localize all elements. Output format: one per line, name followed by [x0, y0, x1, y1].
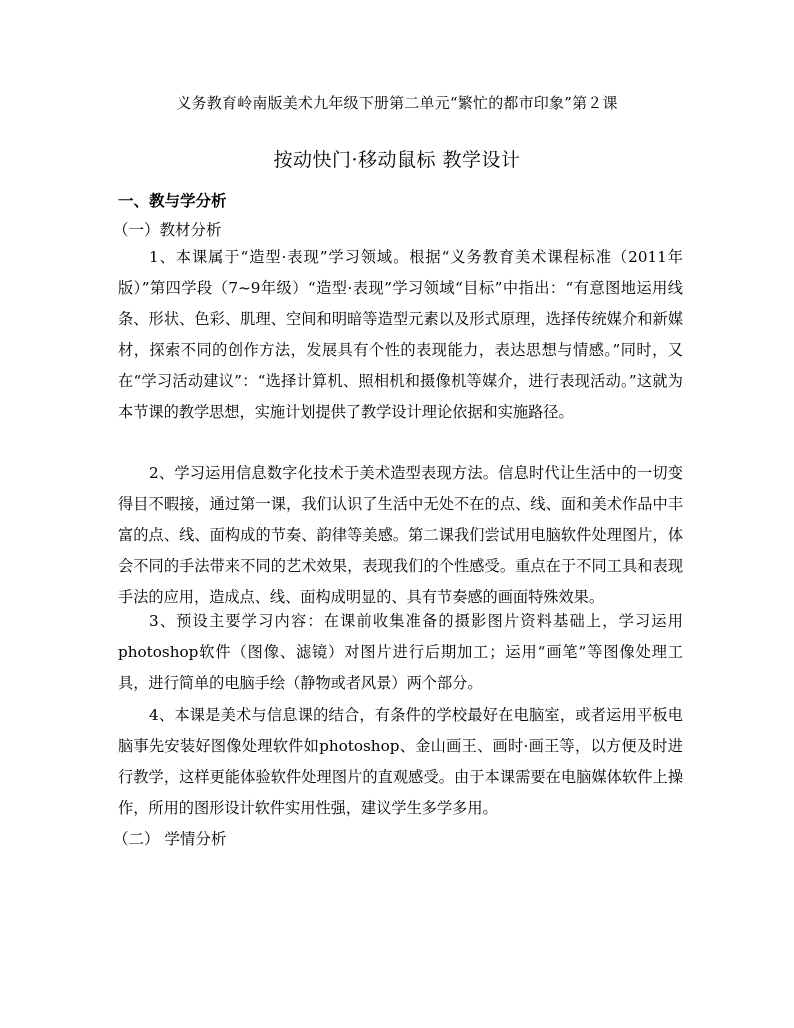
paragraph-4: 4、本课是美术与信息课的结合，有条件的学校最好在电脑室，或者运用平板电脑事先安装好图像处理软件如photoshop、金山画王、画时·画王等，以方便及时进行教学，这样更能体验软件处理图片的直观感受。由于本课需要在电脑媒体软件上操作，所用的图形设计软件实用性强，建议学生多学多用。 [118, 706, 683, 817]
subsection-heading-textbook: （一）教材分析 [113, 221, 222, 239]
paragraph-3: 3、预设主要学习内容：在课前收集准备的摄影图片资料基础上，学习运用photoshop软件（图像、滤镜）对图片进行后期加工；运用“画笔”等图像处理工具，进行简单的电脑手绘（静物或者风景）两个部分。 [118, 612, 683, 692]
document-title: 按动快门·移动鼠标 教学设计 [273, 149, 521, 171]
paragraph-2: 2、学习运用信息数字化技术于美术造型表现方法。信息时代让生活中的一切变得目不暇接，通过第一课，我们认识了生活中无处不在的点、线、面和美术作品中丰富的点、线、面构成的节奏、韵律等美感。第二课我们尝试用电脑软件处理图片，体会不同的手法带来不同的艺术效果，表现我们的个性感受。重点在于不同工具和表现手法的应用，造成点、线、面构成明显的、具有节奏感的画面特殊效果。 [118, 464, 683, 606]
subsection-heading-students: （二） 学情分析 [113, 830, 227, 848]
paragraph-1: 1、本课属于“造型·表现”学习领域。根据“义务教育美术课程标准（2011年版）”第四学段（7~9年级）“造型·表现”学习领域“目标”中指出：“有意图地运用线条、形状、色彩、肌理、空间和明暗等造型元素以及形式原理，选择传统媒介和新媒材，探索不同的创作方法，发展具有个性的表现能力，表达思想与情感。”同时，又在“学习活动建议”：“选择计算机、照相机和摄像机等媒介，进行表现活动。”这就为本节课的教学思想，实施计划提供了教学设计理论依据和实施路径。 [118, 248, 683, 421]
section-heading: 一、教与学分析 [118, 191, 227, 210]
document-header: 义务教育岭南版美术九年级下册第二单元“繁忙的都市印象”第２课 [176, 94, 618, 112]
